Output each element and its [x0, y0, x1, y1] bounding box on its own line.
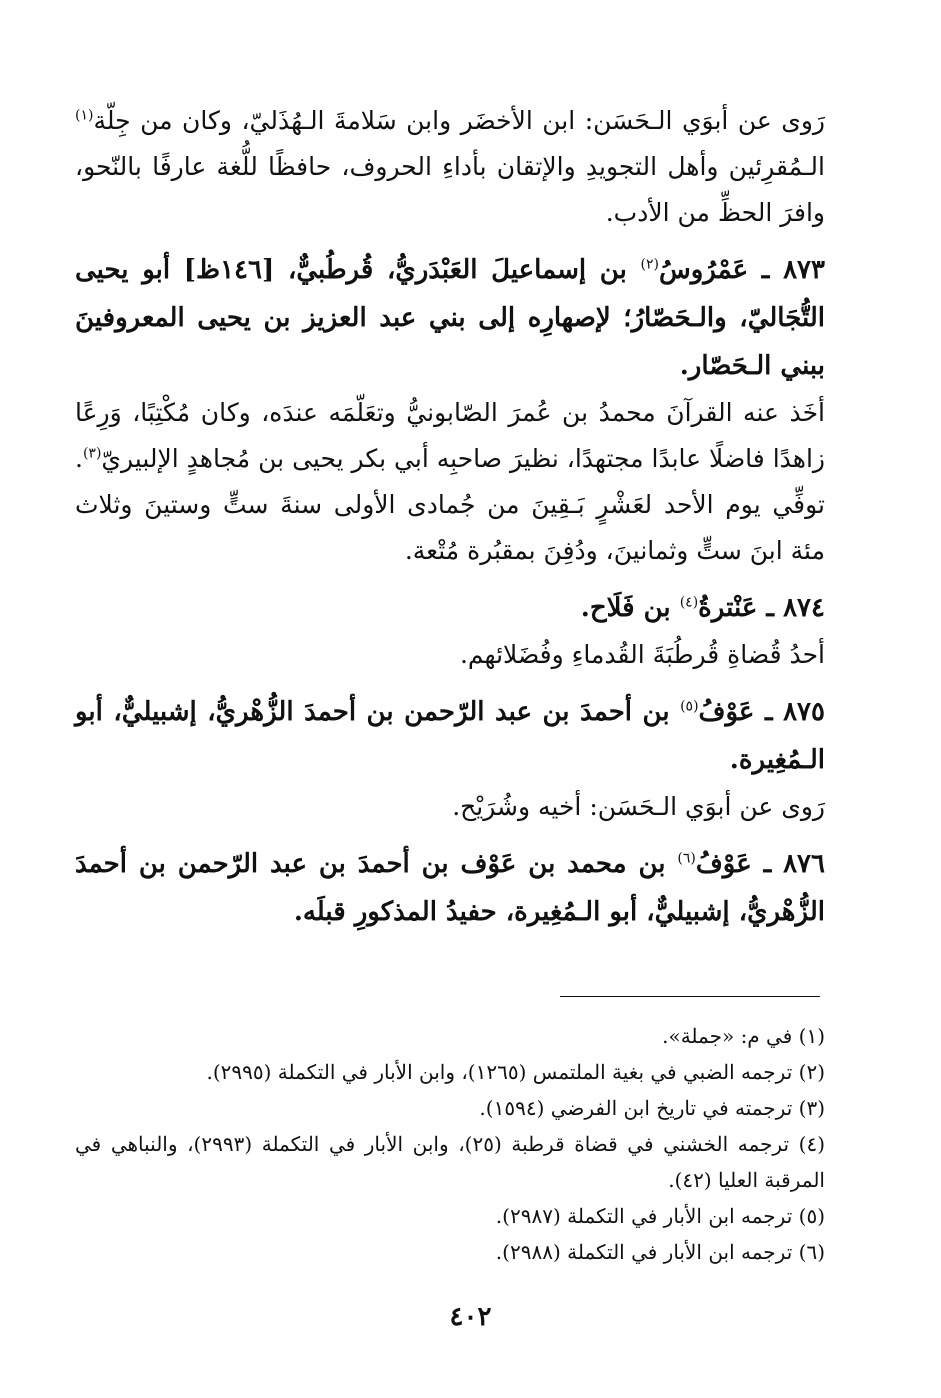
paragraph-3-text: أحدُ قُضاةِ قُرطُبَةَ القُدماءِ وفُضَلائهم.: [459, 640, 825, 669]
entry-875: [75, 688, 825, 784]
paragraph-2-tail: . توفِّي يوم الأحد لعَشْرٍ بَـقِينَ من جُمادى الأولى سنةَ ستٍّ وستينَ وثلاث مئة ابنَ ستٍّ وثمانينَ، ودُفِنَ بمقبُرة مُتْعة.: [75, 444, 825, 565]
footnote-ref-2[interactable]: (٢): [640, 256, 659, 273]
entry-876-text: بن محمد بن عَوْف بن أحمدَ بن عبد الرّحمن بن أحمدَ الزُّهْريُّ، إشبيليٌّ، أبو الـمُغِيرة، حفيدُ المذكورِ قبلَه.: [75, 849, 825, 927]
paragraph-1-text: رَوى عن أبوَي الـحَسَن: ابن الأخضَر وابن سَلامةَ الـهُذَليّ، وكان من جِلّة: [93, 106, 825, 135]
footnote-ref-6[interactable]: (٦): [677, 850, 696, 867]
footnote-6: (٦) ترجمه ابن الأبار في التكملة (٢٩٨٨).: [495, 1240, 825, 1264]
paragraph-4: [75, 784, 825, 830]
footnote-ref-1[interactable]: (١): [75, 107, 94, 124]
footnote-ref-5[interactable]: (٥): [680, 698, 699, 715]
entry-876-name: عَوْفُ: [695, 849, 752, 879]
entry-874: [75, 584, 825, 632]
page-body: [75, 98, 825, 936]
entry-874-number: ٨٧٤ ـ: [757, 593, 825, 623]
entry-875-name: عَوْفُ: [698, 697, 755, 727]
paragraph-3: [75, 632, 825, 678]
entry-875-number: ٨٧٥ ـ: [754, 697, 825, 727]
footnote-ref-3[interactable]: (٣): [82, 445, 102, 462]
footnote-2: (٢) ترجمه الضبي في بغية الملتمس (١٢٦٥)، وابن الأبار في التكملة (٢٩٩٥).: [206, 1060, 825, 1084]
entry-874-text: بن فَلَاح.: [580, 593, 680, 623]
entry-873-number: ٨٧٣ ـ: [748, 255, 825, 285]
paragraph-4-text: رَوى عن أبوَي الـحَسَن: أخيه وشُرَيْح.: [452, 792, 825, 821]
paragraph-1-tail: الـمُقرِئين وأهل التجويدِ والإتقان بأداءِ الحروف، حافظًا للُّغة عارفًا بالنّحو، وافرَ الحظِّ من الأدب.: [75, 152, 825, 227]
footnote-3: (٣) ترجمته في تاريخ ابن الفرضي (١٥٩٤).: [479, 1096, 825, 1120]
footnote-ref-4[interactable]: (٤): [679, 594, 699, 611]
footnote-1: (١) في م: «جملة».: [662, 1024, 825, 1048]
entry-873-name: عَمْرُوسُ: [658, 255, 749, 285]
entry-873-text: بن إسماعيلَ العَبْدَريُّ، قُرطُبيٌّ، [١٤٦ظ] أبو يحيى التُّجَاليّ، والـحَصّارُ؛ لإصهارِه إلى بني عبد العزيز بن يحيى المعروفينَ ببني الـحَصّار.: [75, 255, 825, 381]
entry-875-text: بن أحمدَ بن عبد الرّحمن بن أحمدَ الزُّهْريُّ، إشبيليٌّ، أبو الـمُغِيرة.: [75, 697, 825, 775]
page-number: ٤٠٢: [449, 1302, 492, 1332]
paragraph-2: [75, 390, 825, 574]
entry-876: [75, 840, 825, 936]
entry-874-name: عَنْترةُ: [698, 593, 758, 623]
paragraph-2-text: أخَذ عنه القرآنَ محمدُ بن عُمرَ الصّابونيُّ وتعَلّمَه عندَه، وكان مُكْتِبًا، وَرِعًا زاهدًا فاضلًا عابدًا مجتهدًا، نظيرَ صاحبِه أبي بكر يحيى بن مُجاهدٍ الإلبيريّ: [75, 398, 825, 473]
footnote-divider: [560, 996, 820, 997]
footnote-5: (٥) ترجمه ابن الأبار في التكملة (٢٩٨٧).: [495, 1204, 825, 1228]
paragraph-1: [75, 98, 825, 236]
footnotes: [75, 1018, 825, 1270]
footnote-4: (٤) ترجمه الخشني في قضاة قرطبة (٢٥)، وابن الأبار في التكملة (٢٩٩٣)، والنباهي في المرقبة العليا (٤٢).: [75, 1132, 825, 1192]
entry-876-number: ٨٧٦ ـ: [751, 849, 825, 879]
entry-873: [75, 246, 825, 390]
